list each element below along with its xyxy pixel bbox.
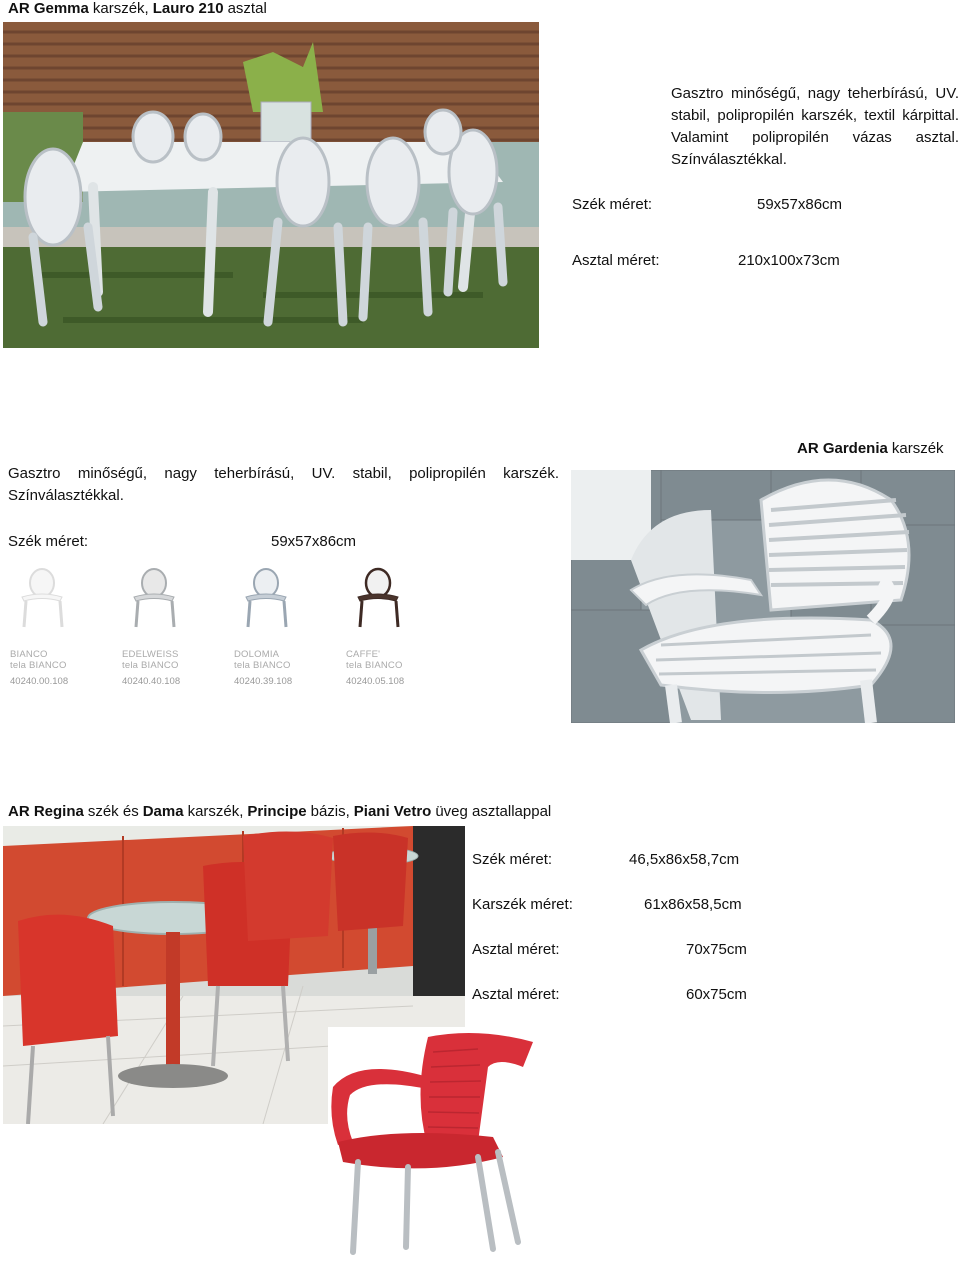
swatch-code: 40240.05.108 xyxy=(346,676,405,687)
swatch-name: EDELWEISS xyxy=(122,649,179,660)
spec-value: 46,5x86x58,7cm xyxy=(629,851,740,868)
gemma-lauro-photo xyxy=(3,22,539,348)
spec-label: Szék méret: xyxy=(8,533,89,550)
heading-part: üveg asztallappal xyxy=(435,803,552,820)
gardenia-photo xyxy=(571,470,955,723)
section1-description: Gasztro minőségű, nagy teherbírású, UV. stabil, polipropilén karszék, textil kárpittal. Valamint polipropilén vázas asztal. Színválasztékkal. xyxy=(671,85,959,168)
heading-part: Principe xyxy=(247,803,307,820)
heading-part: bázis, xyxy=(310,803,350,820)
heading-part: Lauro 210 xyxy=(152,0,224,17)
swatch-code: 40240.40.108 xyxy=(122,676,181,687)
color-swatches xyxy=(10,565,440,695)
heading-part: karszék, xyxy=(187,803,244,820)
heading-part: Dama xyxy=(142,803,184,820)
heading-part: szék és xyxy=(87,803,139,820)
swatch-dolomia xyxy=(234,565,339,687)
swatch-edelweiss xyxy=(122,565,227,687)
swatch-fabric: tela BIANCO xyxy=(122,660,179,671)
section2-description: Gasztro minőségű, nagy teherbírású, UV. stabil, polipropilén karszék. Színválasztékkal. xyxy=(8,465,559,504)
dama-chair-photo xyxy=(328,1027,540,1259)
heading-part: karszék, xyxy=(92,0,149,17)
swatch-name: BIANCO xyxy=(10,649,48,660)
spec-label: Karszék méret: xyxy=(472,896,573,913)
heading-part: karszék xyxy=(891,440,944,457)
chair-thumbnail-icon xyxy=(234,565,304,635)
swatch-name: CAFFE' xyxy=(346,649,381,660)
section2-heading xyxy=(797,440,948,457)
spec-label: Szék méret: xyxy=(572,196,653,213)
heading-part: asztal xyxy=(227,0,267,17)
spec-label: Szék méret: xyxy=(472,851,553,868)
spec-value: 70x75cm xyxy=(686,941,747,958)
swatch-fabric: tela BIANCO xyxy=(346,660,403,671)
swatch-fabric: tela BIANCO xyxy=(10,660,67,671)
spec-label: Asztal méret: xyxy=(472,941,560,958)
spec-value: 59x57x86cm xyxy=(271,533,357,550)
swatch-name: DOLOMIA xyxy=(234,649,280,660)
spec-label: Asztal méret: xyxy=(572,252,660,269)
spec-value: 60x75cm xyxy=(686,986,747,1003)
swatch-code: 40240.00.108 xyxy=(10,676,69,687)
spec-value: 59x57x86cm xyxy=(757,196,843,213)
chair-thumbnail-icon xyxy=(10,565,80,635)
heading-part: AR Gemma xyxy=(8,0,89,17)
spec-label: Asztal méret: xyxy=(472,986,560,1003)
chair-thumbnail-icon xyxy=(122,565,192,635)
swatch-code: 40240.39.108 xyxy=(234,676,293,687)
chair-thumbnail-icon xyxy=(346,565,416,635)
heading-part: AR Regina xyxy=(8,803,84,820)
spec-value: 210x100x73cm xyxy=(738,252,840,269)
section3-heading xyxy=(8,803,555,820)
heading-part: AR Gardenia xyxy=(797,440,888,457)
swatch-bianco xyxy=(10,565,115,687)
swatch-fabric: tela BIANCO xyxy=(234,660,291,671)
swatch-caffe xyxy=(346,565,451,687)
section1-heading xyxy=(8,0,271,17)
heading-part: Piani Vetro xyxy=(353,803,432,820)
spec-value: 61x86x58,5cm xyxy=(644,896,742,913)
